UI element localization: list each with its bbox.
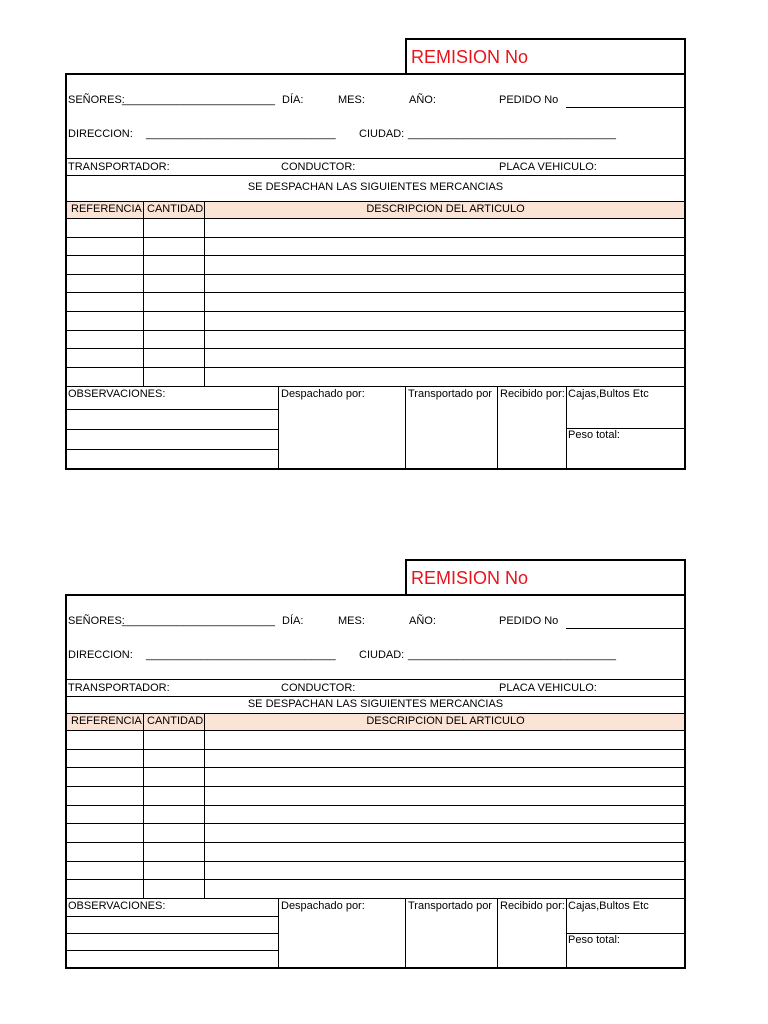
dia-label: DÍA: — [282, 94, 304, 106]
observaciones-label: OBSERVACIONES: — [68, 900, 166, 912]
table-row[interactable] — [66, 255, 685, 256]
observaciones-line[interactable] — [66, 429, 278, 430]
divider — [66, 679, 685, 680]
ciudad-label: CIUDAD: — [359, 649, 405, 661]
col-descripcion: DESCRIPCION DEL ARTICULO — [366, 715, 525, 727]
peso-label: Peso total: — [568, 934, 620, 946]
observaciones-line[interactable] — [66, 950, 278, 951]
remision-title: REMISION No — [411, 47, 529, 67]
conductor-label: CONDUCTOR: — [281, 682, 356, 694]
table-row[interactable] — [66, 861, 685, 862]
cajas-label: Cajas,Bultos Etc — [568, 388, 649, 400]
table-row[interactable] — [66, 805, 685, 806]
table-row[interactable] — [66, 292, 685, 293]
table-row[interactable] — [66, 749, 685, 750]
ano-label: AÑO: — [409, 94, 436, 106]
senores-label: SEÑORES: — [68, 615, 125, 627]
direccion-blank[interactable]: _______________________________ — [146, 128, 336, 140]
table-row[interactable] — [66, 348, 685, 349]
peso-label: Peso total: — [568, 429, 620, 441]
divider — [66, 158, 685, 159]
observaciones-line[interactable] — [66, 916, 278, 917]
observaciones-line[interactable] — [66, 933, 278, 934]
transportado-label: Transportado por — [408, 388, 492, 400]
despachan-heading: SE DESPACHAN LAS SIGUIENTES MERCANCIAS — [247, 698, 504, 710]
remision-title-box — [405, 559, 686, 596]
table-row[interactable] — [66, 274, 685, 275]
table-row[interactable] — [66, 330, 685, 331]
footer-divider — [405, 386, 406, 469]
col-referencia: REFERENCIA — [71, 715, 142, 727]
direccion-label: DIRECCION: — [68, 649, 133, 661]
column-divider — [204, 201, 205, 386]
column-divider — [143, 201, 144, 386]
col-referencia: REFERENCIA — [71, 203, 142, 215]
table-row[interactable] — [66, 311, 685, 312]
mes-label: MES: — [338, 94, 365, 106]
senores-blank[interactable]: _________________________ — [122, 615, 275, 627]
dia-label: DÍA: — [282, 615, 304, 627]
despachado-label: Despachado por: — [281, 388, 365, 400]
remision-title-box — [405, 38, 686, 75]
senores-label: SEÑORES: — [68, 94, 125, 106]
table-row[interactable] — [66, 823, 685, 824]
footer-divider — [405, 898, 406, 968]
table-row[interactable] — [66, 786, 685, 787]
table-row[interactable] — [66, 767, 685, 768]
direccion-label: DIRECCION: — [68, 128, 133, 140]
col-cantidad: CANTIDAD — [147, 715, 204, 727]
recibido-label: Recibido por: — [500, 388, 565, 400]
recibido-label: Recibido por: — [500, 900, 565, 912]
cajas-label: Cajas,Bultos Etc — [568, 900, 649, 912]
footer-divider — [497, 386, 498, 469]
observaciones-line[interactable] — [66, 409, 278, 410]
table-row[interactable] — [66, 367, 685, 368]
footer-divider — [497, 898, 498, 968]
transportado-label: Transportado por — [408, 900, 492, 912]
table-row[interactable] — [66, 898, 685, 899]
ciudad-blank[interactable]: __________________________________ — [408, 128, 617, 140]
items-table-header — [66, 713, 685, 731]
pedido-label: PEDIDO No — [499, 94, 559, 106]
ano-label: AÑO: — [409, 615, 436, 627]
divider — [66, 696, 685, 697]
col-descripcion: DESCRIPCION DEL ARTICULO — [366, 203, 525, 215]
despachado-label: Despachado por: — [281, 900, 365, 912]
senores-blank[interactable]: _________________________ — [122, 94, 275, 106]
divider — [66, 175, 685, 176]
table-row[interactable] — [66, 386, 685, 387]
table-row[interactable] — [66, 842, 685, 843]
mes-label: MES: — [338, 615, 365, 627]
conductor-label: CONDUCTOR: — [281, 161, 356, 173]
ciudad-blank[interactable]: __________________________________ — [408, 649, 617, 661]
table-row[interactable] — [66, 237, 685, 238]
pedido-label: PEDIDO No — [499, 615, 559, 627]
observaciones-line[interactable] — [66, 449, 278, 450]
footer-divider — [278, 386, 279, 469]
transportador-label: TRANSPORTADOR: — [68, 161, 170, 173]
direccion-blank[interactable]: _______________________________ — [146, 649, 336, 661]
observaciones-label: OBSERVACIONES: — [68, 388, 166, 400]
placa-label: PLACA VEHICULO: — [499, 161, 597, 173]
footer-divider — [278, 898, 279, 968]
transportador-label: TRANSPORTADOR: — [68, 682, 170, 694]
pedido-field-line[interactable] — [566, 107, 684, 108]
pedido-field-line[interactable] — [566, 628, 684, 629]
col-cantidad: CANTIDAD — [147, 203, 204, 215]
remision-title: REMISION No — [411, 568, 529, 588]
table-row[interactable] — [66, 879, 685, 880]
items-table-header — [66, 201, 685, 219]
despachan-heading: SE DESPACHAN LAS SIGUIENTES MERCANCIAS — [247, 181, 504, 193]
placa-label: PLACA VEHICULO: — [499, 682, 597, 694]
ciudad-label: CIUDAD: — [359, 128, 405, 140]
